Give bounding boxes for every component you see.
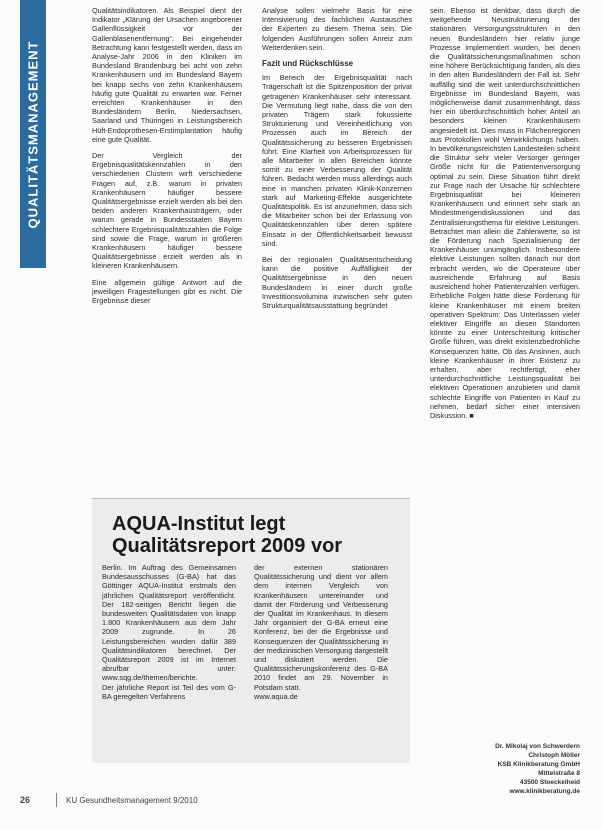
- paragraph: Eine allgemein gültige Antwort auf die jeweiligen Fragestellungen gibt es nicht. Die Ergebnisse dieser: [92, 277, 242, 306]
- article-column-1: [92, 6, 242, 458]
- paragraph: Analyse sollen vielmehr Basis für eine Intensivierung des fachlichen Austausches der Experten zu diesem Thema sein. Die folgenden Ausführungen sollen Anreiz zum Weiterdenken sein.: [262, 6, 412, 52]
- section-tab: [20, 0, 46, 268]
- paragraph: Berlin. Im Auftrag des Gemeinsamen Bundesausschusses (G-BA) hat das Göttinger AQUA-Institut erstmals den jährlichen Qualitätsreport veröffentlicht. Der 182-seitigen Bericht liegen die bundesweiten Qualitätsdaten von knapp 1.800 Krankenhäusern aus dem Jahr 2009 zugrunde. In 26 Leistungsbereichen wurden dafür 389 Qualitätsindikatoren berechnet. Der Qualitätsreport 2009 ist im Internet abrufbar unter: www.sqg.de/themen/berichte.: [102, 563, 236, 683]
- news-box-title: AQUA-Institut legt Qualitätsreport 2009 vor: [112, 513, 343, 557]
- news-box-column-2: [254, 563, 388, 701]
- address-city: 43500 Stoeckelheid: [520, 779, 580, 786]
- author-name: Christoph Möller: [528, 752, 580, 759]
- paragraph: Im Bereich der Ergebnisqualität nach Trägerschaft ist die Spitzenposition der privat getragenen Krankenhäuser sehr interessant. Die Vermutung liegt nahe, dass die von den privaten Trägern stark fokussierte Strukturierung und Vereinheitlichung von Prozessen auch im Bereich der Qualitätssicherung zu besseren Ergebnissen führt. Eine Klarheit von Arbeitsprozessen für alle Mitarbeiter in allen Bereichen könnte somit zu einer Verbesserung der Qualität führen. Bedacht werden muss allerdings auch eine in manchen privaten Klinik-Konzernen stark auf Marketing-Effekte ausgerichtete Qualitätspolitik. Es ist anzunehmen, dass sich die Mitarbeiter schon bei der Erfassung von Qualitätskennzahlen über deren spätere Einsatz in der Öffentlichkeitsarbeit bewusst sind.: [262, 73, 412, 248]
- footer-divider: [56, 793, 57, 807]
- section-tab-label: QUALITÄTSMANAGEMENT: [25, 40, 41, 228]
- author-name: Dr. Mikolaj von Schwerdern: [495, 743, 580, 750]
- end-mark: ■: [469, 410, 474, 420]
- article-column-2: [262, 6, 412, 458]
- paragraph: Der jährliche Report ist Teil des vom G-BA geregelten Verfahrens: [102, 682, 236, 701]
- news-box: [92, 498, 410, 763]
- paragraph: Der Vergleich der Ergebnisqualitätskennzahlen in den verschiedenen Clustern wirft verschiedene Fragen auf, z.B. warum in privaten Krankenhäusern häufiger bessere Qualitätsergebnisse erzielt werden als bei den beiden anderen Krankenhausträgern, oder warum gerade in Bundesstaaten Bayern schlechtere Ergebnisqualitätszahlen die Folge sind sowie die Frage, warum in größeren Krankenhäusern häufiger bessere Qualitätsergebnisse erzielt werden als in kleineren Krankenhäusern.: [92, 151, 242, 271]
- article-column-3: [430, 6, 580, 740]
- news-box-column-1: [102, 563, 236, 701]
- magazine-name: KU Gesundheitsmanagement 9/2010: [66, 796, 198, 805]
- page-number: 26: [20, 795, 31, 805]
- company-website[interactable]: www.klinikberatung.de: [509, 788, 580, 795]
- author-signature: [430, 742, 580, 796]
- paragraph: Bei der regionalen Qualitätsentscheidung kann die positive Auffälligkeit der Qualitätsergebnisse in den neuen Bundesländern in einer durch große Investitionsvolumina inzwischen sehr guten Strukturqualitätsausstattung begründet: [262, 255, 412, 311]
- address-street: Mittelstraße 8: [538, 770, 580, 777]
- page-footer: [20, 795, 580, 811]
- paragraph-text: sein. Ebenso ist denkbar, dass durch die weitgehende Neustrukturierung der stationären Versorgungsstrukturen in den neuen Bundesländern hier relativ junge Prozesse implementiert wurden, bei denen die Qualitätssicherungsmaßnahmen schon eine höhere Berücksichtigung fanden, als dies in den alten Bundesländern der Fall ist. Sehr auffällig sind die weit unterdurchschnittlichen Ergebnisse im Bundesland Bayern, was möglicherweise damit zusammenhängt, dass hier ein überdurchschnittlich hoher Anteil an besonders kleinen Krankenhäusern angesiedelt ist. Dies muss in Flächenregionen aus Protokollen wohl Verwirklichungs halben. In bevölkerungsreichsten Landesteilen scheint die Struktur sehr vieler Versorger geringer Größe nicht für die Patientenversorgung optimal zu sein. Diese Situation führt direkt zur Frage nach der Ursache für schlechtere Ergebnisqualität bei kleineren Krankenhäusern und erinnert sehr stark an Mindestmengendiskussionen und das Zentralisierungsthema für elektive Leistungen. Betrachtet man allein die Zahlenwerte, so ist die Förderung nach Spezialisierung der Krankenhäuser unumgänglich. Insbesondere elektive Leistungen sollten danach nur dort erbracht werden, wo die Operateure über ausreichende Erfahrung auf Basis ausreichend hoher Patientenzahlen verfügen. Erhebliche Folgen hätte diese Forderung für kleine Krankenhäuser mit einem breiten operativen Spektrum: Das Unterlassen vieler elektiver Eingriffe an diesen Standorten könnte zu einer Unterschreitung kritischer Größe führen, was direkt existenzbedrohliche Konsequenzen hätte. Ob das Ansinnen, auch kleine Krankenhäuser in ihrer Existenz zu erhalten, aber rechtfertigt, eher unterdurchschnittliche Leistungsqualität bei elektiven Operationen anzubieten und damit schlechte Eingriffe von Patienten in Kauf zu nehmen, bedarf sicher einer intensiven Diskussion.: [430, 6, 580, 420]
- website-link[interactable]: www.aqua.de: [254, 691, 298, 701]
- paragraph: Qualitätsindikatoren. Als Beispiel dient der Indikator „Klärung der Ursachen angeborener Gallenflüssigkeit vor der Gallenblasenentfernung“. Bei eingehender Betrachtung kann festgestellt werden, dass im Analyse-Jahr 2006 in den Kliniken im Bundesland Brandenburg bei acht von zehn Krankenhäusern und im Bundesland Bayern bei knapp sechs von zehn Krankenhäusern häufig gute Qualität zu erwarten war. Ferner erreichten Krankenhäuser in den Bundesländern Berlin, Niedersachsen, Saarland und Thüringen in Leistungsbereich Hüft-Endoprothesen-Erstimplantation häufig eine gute Qualität.: [92, 6, 242, 144]
- section-heading: Fazit und Rückschlüsse: [262, 59, 354, 69]
- paragraph: der externen stationären Qualitätssicherung und dient vor allem dem internen Vergleich von Krankenhäusern untereinander und damit der Förderung und Verbesserung der Qualität im Krankenhaus. In diesem Jahr organisiert der G-BA erneut eine Konferenz, bei der die Ergebnisse und Konsequenzen der Qualitätssicherung in der medizinischen Versorgung dargestellt und diskutiert werden. Die Qualitätssicherungskonferenz des G-BA 2010 findet am 29. November in Potsdam statt.: [254, 563, 388, 692]
- company-name: KSB Klinikberatung GmbH: [497, 761, 580, 768]
- paragraph: [430, 6, 580, 420]
